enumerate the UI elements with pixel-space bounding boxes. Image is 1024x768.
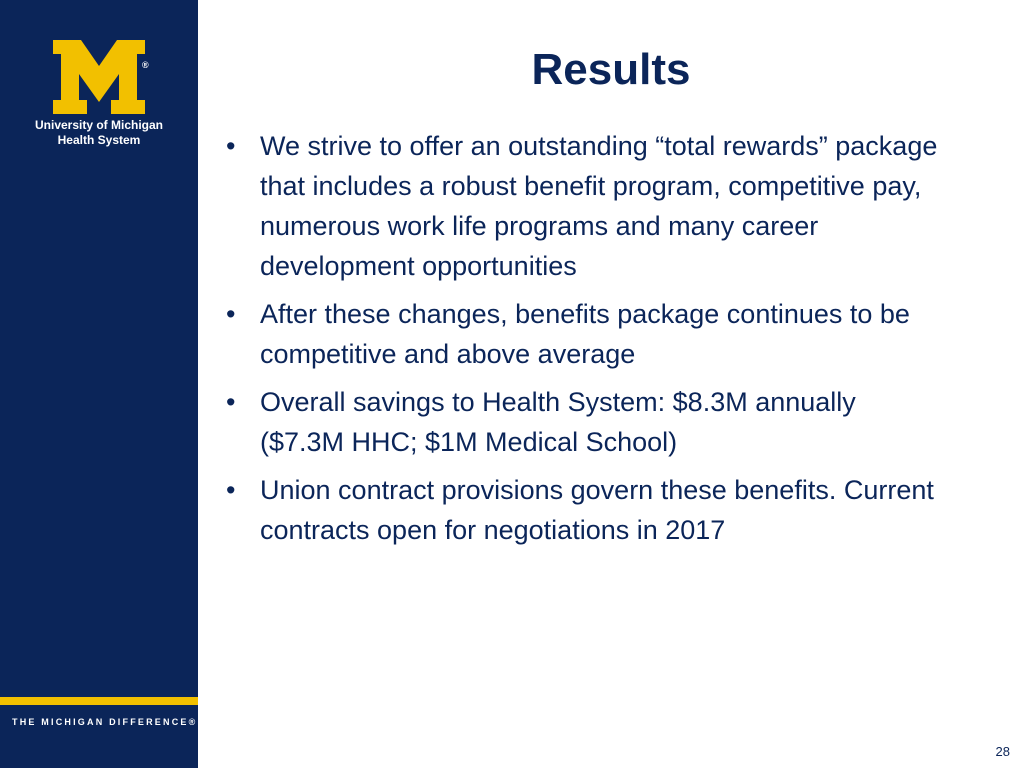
bullet-item xyxy=(218,382,938,462)
org-name-line-2: Health System xyxy=(57,133,141,147)
logo-block xyxy=(0,40,198,114)
page-number: 28 xyxy=(995,744,1010,759)
bullet-text: Overall savings to Health System: $8.3M annually ($7.3M HHC; $1M Medical School) xyxy=(260,387,856,457)
bullet-item xyxy=(218,294,938,374)
gold-stripe xyxy=(0,697,198,705)
tagline: THE MICHIGAN DIFFERENCE® xyxy=(12,717,198,727)
org-name-line-1: University of Michigan xyxy=(34,118,164,132)
bullet-list xyxy=(218,126,938,558)
registered-mark: ® xyxy=(142,60,149,70)
bullet-text: Union contract provisions govern these benefits. Current contracts open for negotiations in 2017 xyxy=(260,475,934,545)
bullet-dot: • xyxy=(226,475,236,505)
bullet-dot: • xyxy=(226,387,236,417)
sidebar-panel xyxy=(0,0,198,768)
bullet-item xyxy=(218,126,938,286)
bullet-text: We strive to offer an outstanding “total rewards” package that includes a robust benefit program, competitive pay, numerous work life programs and many career development opportunities xyxy=(260,131,938,281)
block-m-logo-icon xyxy=(53,40,145,114)
bullet-dot: • xyxy=(226,299,236,329)
slide-title: Results xyxy=(531,45,691,94)
bullet-dot: • xyxy=(226,131,236,161)
bullet-item xyxy=(218,470,938,550)
bullet-text: After these changes, benefits package continues to be competitive and above average xyxy=(260,299,910,369)
